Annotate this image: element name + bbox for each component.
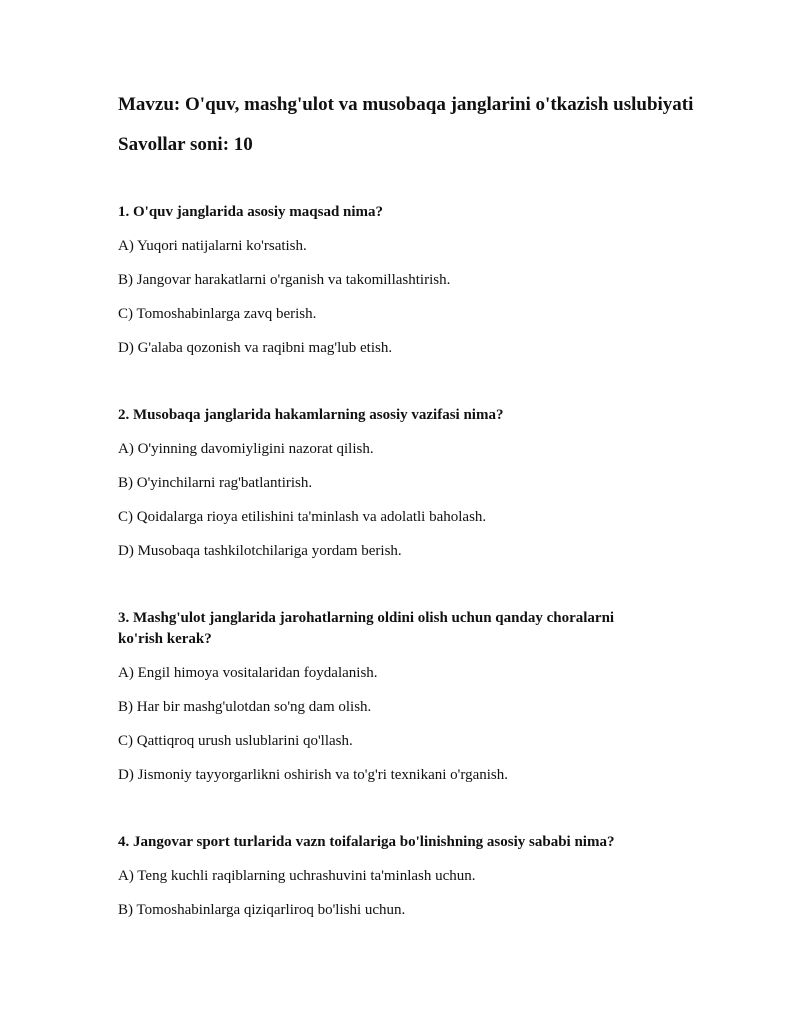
question-block (118, 405, 678, 561)
answer-option: B) Har bir mashg'ulotdan so'ng dam olish. (118, 699, 372, 715)
answer-option: B) Tomoshabinlarga qiziqarliroq bo'lishi uchun. (118, 902, 406, 918)
question-text: 3. Mashg'ulot janglarida jarohatlarning oldini olish uchun qanday choralarni ko'rish kerak? (118, 610, 615, 647)
answer-option: B) O'yinchilarni rag'batlantirish. (118, 475, 313, 491)
answer-option: A) Yuqori natijalarni ko'rsatish. (118, 238, 307, 254)
question-text: 4. Jangovar sport turlarida vazn toifalariga bo'linishning asosiy sababi nima? (118, 834, 615, 850)
answer-option: D) G'alaba qozonish va raqibni mag'lub etish. (118, 340, 393, 356)
question-text: 1. O'quv janglarida asosiy maqsad nima? (118, 204, 384, 220)
answer-option: B) Jangovar harakatlarni o'rganish va takomillashtirish. (118, 272, 451, 288)
question-block (118, 202, 678, 358)
answer-option: C) Tomoshabinlarga zavq berish. (118, 306, 317, 322)
answer-option: A) O'yinning davomiyligini nazorat qilish. (118, 441, 374, 457)
question-text: 2. Musobaqa janglarida hakamlarning asosiy vazifasi nima? (118, 407, 504, 423)
answer-option: C) Qoidalarga rioya etilishini ta'minlash va adolatli baholash. (118, 509, 487, 525)
document-title: Mavzu: O'quv, mashg'ulot va musobaqa janglarini o'tkazish uslubiyati (118, 94, 694, 115)
answer-option: A) Teng kuchli raqiblarning uchrashuvini ta'minlash uchun. (118, 868, 476, 884)
question-count: Savollar soni: 10 (118, 134, 253, 155)
answer-option: D) Musobaqa tashkilotchilariga yordam berish. (118, 543, 402, 559)
question-block (118, 608, 658, 785)
answer-option: A) Engil himoya vositalaridan foydalanish. (118, 665, 378, 681)
answer-option: D) Jismoniy tayyorgarlikni oshirish va to'g'ri texnikani o'rganish. (118, 767, 509, 783)
answer-option: C) Qattiqroq urush uslublarini qo'llash. (118, 733, 353, 749)
question-block (118, 832, 718, 920)
